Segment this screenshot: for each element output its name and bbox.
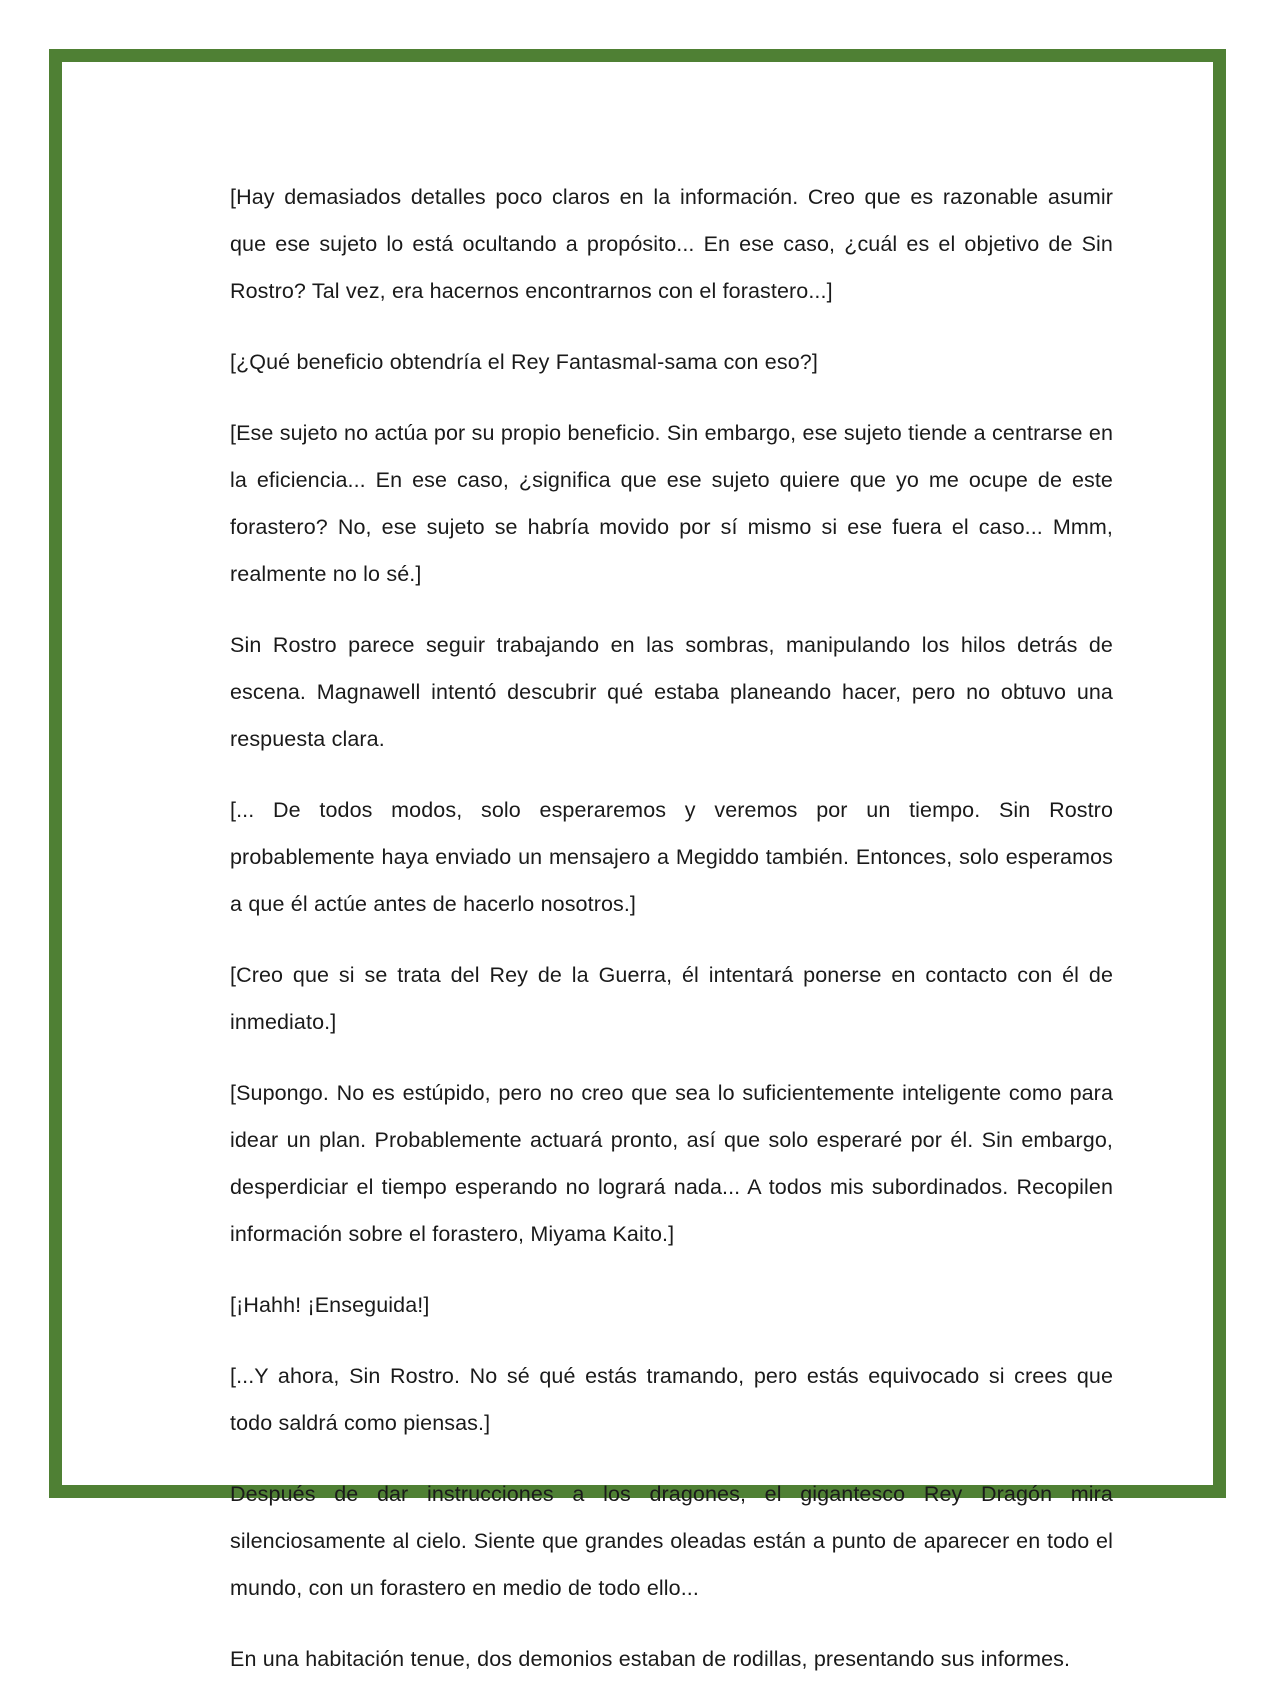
paragraph: [¿Qué beneficio obtendría el Rey Fantasmal-sama con eso?] (230, 350, 818, 374)
paragraph: [Ese sujeto no actúa por su propio beneficio. Sin embargo, ese sujeto tiende a centrarse en la eficiencia... En ese caso, ¿significa que ese sujeto quiere que yo me ocupe de este forastero? No, ese sujeto se habría movido por sí mismo si ese fuera el caso... Mmm, realmente no lo sé.] (230, 421, 1113, 586)
document-text-body (230, 174, 1113, 1683)
page-green-border-frame (49, 49, 1226, 1671)
paragraph: [Creo que si se trata del Rey de la Guerra, él intentará ponerse en contacto con él de inmediato.] (230, 963, 1113, 1034)
paragraph: En una habitación tenue, dos demonios estaban de rodillas, presentando sus informes. (230, 1647, 1071, 1671)
paragraph: Sin Rostro parece seguir trabajando en las sombras, manipulando los hilos detrás de escena. Magnawell intentó descubrir qué estaba planeando hacer, pero no obtuvo una respuesta clara. (230, 633, 1113, 751)
paragraph: [... De todos modos, solo esperaremos y veremos por un tiempo. Sin Rostro probablemente haya enviado un mensajero a Megiddo también. Entonces, solo esperamos a que él actúe antes de hacerlo nosotros.] (230, 798, 1113, 916)
paragraph: Después de dar instrucciones a los dragones, el gigantesco Rey Dragón mira silenciosamente al cielo. Siente que grandes oleadas están a punto de aparecer en todo el mundo, con un forastero en medio de todo ello... (230, 1482, 1113, 1600)
paragraph: [...Y ahora, Sin Rostro. No sé qué estás tramando, pero estás equivocado si crees que todo saldrá como piensas.] (230, 1364, 1113, 1435)
paragraph: [Hay demasiados detalles poco claros en la información. Creo que es razonable asumir que ese sujeto lo está ocultando a propósito... En ese caso, ¿cuál es el objetivo de Sin Rostro? Tal vez, era hacernos encontrarnos con el forastero...] (230, 185, 1113, 303)
paragraph: [¡Hahh! ¡Enseguida!] (230, 1293, 430, 1317)
paragraph: [Supongo. No es estúpido, pero no creo que sea lo suficientemente inteligente como para idear un plan. Probablemente actuará pronto, así que solo esperaré por él. Sin embargo, desperdiciar el tiempo esperando no logrará nada... A todos mis subordinados. Recopilen información sobre el forastero, Miyama Kaito.] (230, 1081, 1113, 1246)
